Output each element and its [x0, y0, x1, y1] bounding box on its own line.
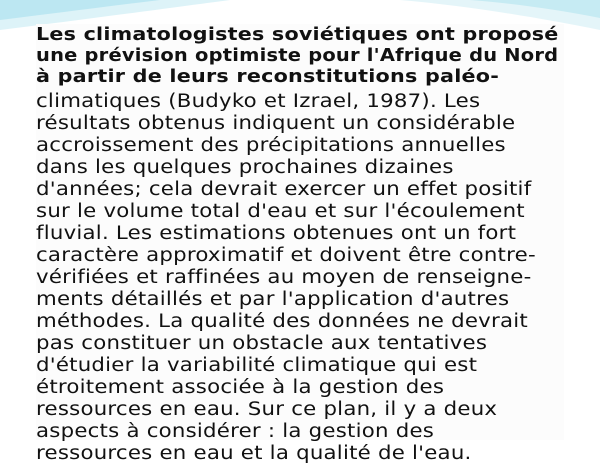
text-line: vérifiées et raffinées au moyen de renseigne-	[36, 267, 532, 288]
text-line: aspects à considérer : la gestion des	[36, 421, 435, 442]
text-line: Les climatologistes soviétiques ont proposé	[36, 24, 559, 45]
text-line: ments détaillés et par l'application d'autres	[36, 289, 510, 310]
text-line: climatiques (Budyko et Izrael, 1987). Les	[36, 91, 481, 112]
text-line: ressources en eau et la qualité de l'eau.	[36, 443, 472, 464]
text-line: d'étudier la variabilité climatique qui est	[36, 355, 478, 376]
text-line: résultats obtenus indiquent un considérable	[36, 113, 516, 134]
text-line: dans les quelques prochaines dizaines	[36, 157, 454, 178]
text-line: accroissement des précipitations annuelles	[36, 135, 506, 156]
text-line: ressources en eau. Sur ce plan, il y a deux	[36, 399, 498, 420]
scanned-text-page	[36, 24, 564, 464]
text-line: caractère approximatif et doivent être contre-	[36, 245, 536, 266]
text-line: sur le volume total d'eau et sur l'écoulement	[36, 201, 525, 222]
text-line: à partir de leurs reconstitutions paléo-	[36, 66, 500, 87]
text-line: une prévision optimiste pour l'Afrique du Nord	[36, 45, 559, 66]
text-line: étroitement associée à la gestion des	[36, 377, 445, 398]
text-line: pas constituer un obstacle aux tentatives	[36, 333, 488, 354]
text-line: d'années; cela devrait exercer un effet positif	[36, 179, 532, 200]
text-line: fluvial. Les estimations obtenues ont un fort	[36, 223, 517, 244]
text-line: méthodes. La qualité des données ne devrait	[36, 311, 528, 332]
